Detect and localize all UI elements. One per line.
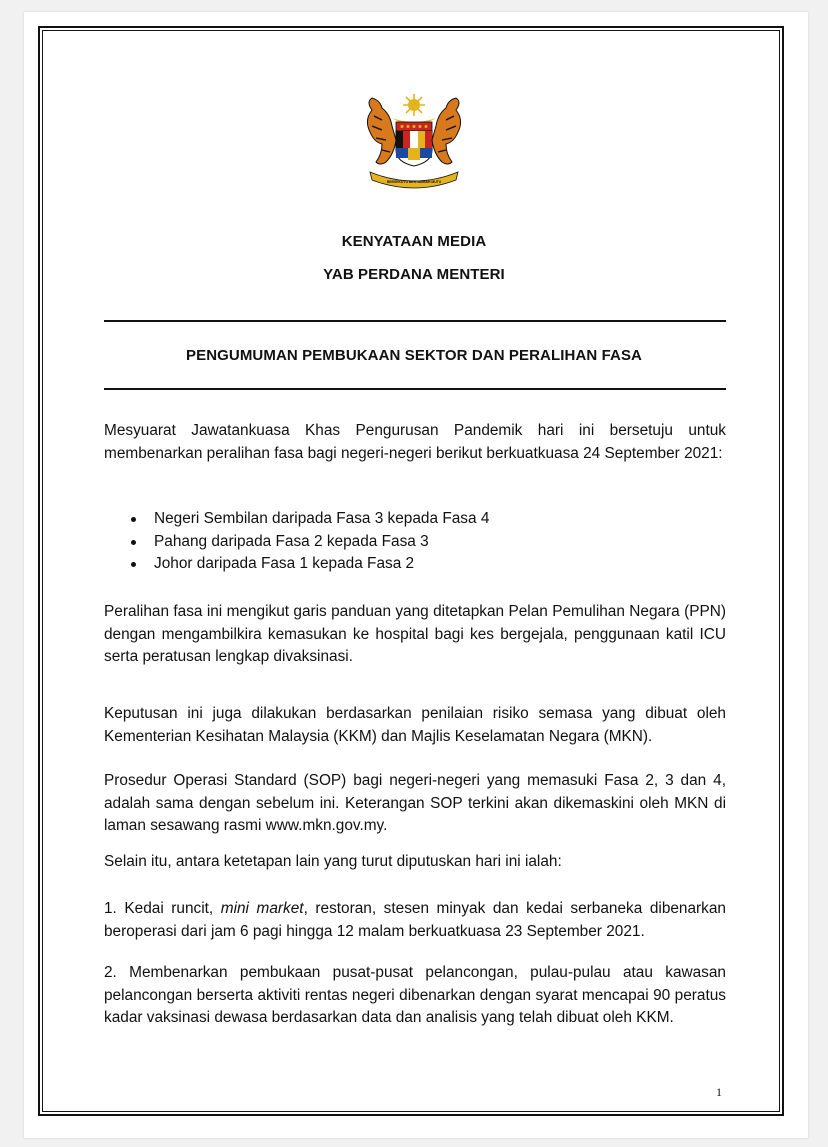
list-item: Pahang daripada Fasa 2 kepada Fasa 3 (104, 531, 704, 554)
crest-star (403, 94, 425, 116)
bullet-icon (131, 517, 136, 522)
crest-tiger-left (367, 98, 396, 164)
list-item: Johor daripada Fasa 1 kepada Fasa 2 (104, 553, 704, 576)
paragraph-item-2: 2. Membenarkan pembukaan pusat-pusat pelancongan, pulau-pulau atau kawasan pelancongan berserta aktiviti rentas negeri dibenarkan dengan syarat mencapai 90 peratus kadar vaksinasi dewasa berdasarkan data dan analisis yang telah dibuat oleh KKM. (104, 964, 726, 1027)
bullet-icon (131, 562, 136, 567)
heading-prime-minister: YAB PERDANA MENTERI (323, 266, 505, 283)
heading-media-statement: KENYATAAN MEDIA (341, 233, 487, 250)
paragraph-guidelines: Peralihan fasa ini mengikut garis panduan yang ditetapkan Pelan Pemulihan Negara (PPN) dengan mengambilkira kemasukan ke hospital bagi kes bergejala, penggunaan katil ICU serta peratusan lengkap divaksinasi. (104, 603, 726, 666)
page-number: 1 (716, 1085, 722, 1099)
paragraph-decision: Keputusan ini juga dilakukan berdasarkan penilaian risiko semasa yang dibuat oleh Kementerian Kesihatan Malaysia (KKM) dan Majlis Keselamatan Negara (MKN). (104, 705, 726, 745)
divider-bottom (104, 388, 726, 390)
crest-tiger-right (432, 98, 461, 164)
divider-top (104, 320, 726, 322)
paragraph-sop: Prosedur Operasi Standard (SOP) bagi negeri-negeri yang memasuki Fasa 2, 3 dan 4, adalah sama dengan sebelum ini. Keterangan SOP terkini akan dikemaskini oleh MKN di laman sesawang rasmi www.mkn.gov.my. (104, 772, 726, 835)
crest-motto: BERSEKUTU BERTAMBAH MUTU (386, 180, 442, 184)
subject-title: PENGUMUMAN PEMBUKAAN SEKTOR DAN PERALIHAN FASA (185, 347, 642, 364)
paragraph-other-decisions: Selain itu, antara ketetapan lain yang turut diputuskan hari ini ialah: (104, 853, 562, 870)
paragraph-intro: Mesyuarat Jawatankuasa Khas Pengurusan Pandemik hari ini bersetuju untuk membenarkan peralihan fasa bagi negeri-negeri berikut berkuatkuasa 24 September 2021: (104, 422, 726, 462)
phase-transition-list (104, 508, 704, 576)
paragraph-item-1: 1. Kedai runcit, mini market, restoran, stesen minyak dan kedai serbaneka dibenarkan beroperasi dari jam 6 pagi hingga 12 malam berkuatkuasa 23 September 2021. (104, 900, 726, 940)
list-item: Negeri Sembilan daripada Fasa 3 kepada Fasa 4 (104, 508, 704, 531)
malaysia-coat-of-arms-icon (352, 92, 476, 192)
bullet-icon (131, 540, 136, 545)
